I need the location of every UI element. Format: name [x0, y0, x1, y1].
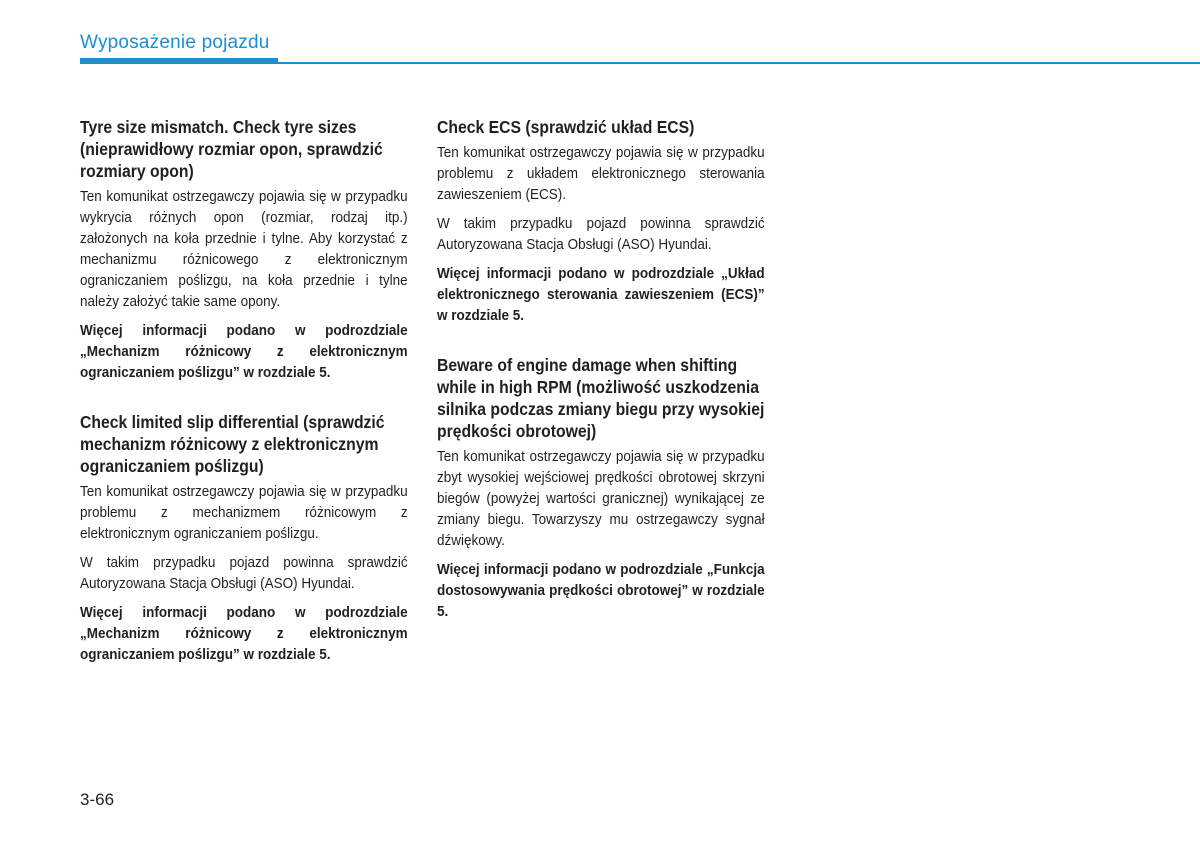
- section-heading: Beware of engine damage when shifting while in high RPM (możliwość uszkodzenia silnika podczas zmiany biegu przy wysokiej prędkości obrotowej): [437, 355, 765, 441]
- body-paragraph: Ten komunikat ostrzegawczy pojawia się w przypadku wykrycia różnych opon (rozmiar, rodzaj itp.) założonych na koła przednie i tylne. Aby korzystać z mechanizmu różnicowego z elektronicznym ograniczaniem poślizgu, na koła przednie i tylne należy założyć takie same opony.: [80, 188, 408, 310]
- section-tyre-size-mismatch: [80, 116, 408, 383]
- body-paragraph: Ten komunikat ostrzegawczy pojawia się w przypadku problemu z układem elektronicznego sterowania zawieszeniem (ECS).: [437, 144, 765, 203]
- section-engine-damage-high-rpm: [437, 354, 765, 622]
- section-heading: Check ECS (sprawdzić układ ECS): [437, 117, 695, 137]
- reference-note: Więcej informacji podano w podrozdziale „Mechanizm różnicowy z elektronicznym ograniczaniem poślizgu” w rozdziale 5.: [80, 604, 408, 663]
- page-number: 3-66: [80, 790, 115, 809]
- section-check-ecs: [437, 116, 765, 326]
- section-header-title: Wyposażenie pojazdu: [80, 32, 270, 53]
- body-paragraph: W takim przypadku pojazd powinna sprawdzić Autoryzowana Stacja Obsługi (ASO) Hyundai.: [80, 554, 408, 592]
- section-check-limited-slip: [80, 411, 408, 665]
- body-paragraph: Ten komunikat ostrzegawczy pojawia się w przypadku zbyt wysokiej wejściowej prędkości obrotowej skrzyni biegów (powyżej wartości granicznej) wynikającej ze zmiany biegu. Towarzyszy mu ostrzegawczy sygnał dźwiękowy.: [437, 448, 765, 549]
- body-paragraph: W takim przypadku pojazd powinna sprawdzić Autoryzowana Stacja Obsługi (ASO) Hyundai.: [437, 215, 765, 253]
- section-heading: Check limited slip differential (sprawdzić mechanizm różnicowy z elektronicznym ograniczaniem poślizgu): [80, 412, 385, 476]
- left-column: [80, 116, 408, 665]
- right-column: [437, 116, 765, 622]
- section-heading: Tyre size mismatch. Check tyre sizes (nieprawidłowy rozmiar opon, sprawdzić rozmiary opon): [80, 117, 383, 181]
- header-rule: [278, 62, 1200, 64]
- reference-note: Więcej informacji podano w podrozdziale „Funkcja dostosowywania prędkości obrotowej” w rozdziale 5.: [437, 561, 765, 620]
- reference-note: Więcej informacji podano w podrozdziale „Układ elektronicznego sterowania zawieszeniem (ECS)” w rozdziale 5.: [437, 265, 765, 324]
- header-accent-bar: [80, 58, 278, 64]
- body-paragraph: Ten komunikat ostrzegawczy pojawia się w przypadku problemu z mechanizmem różnicowym z elektronicznym ograniczaniem poślizgu.: [80, 483, 408, 542]
- reference-note: Więcej informacji podano w podrozdziale „Mechanizm różnicowy z elektronicznym ograniczaniem poślizgu” w rozdziale 5.: [80, 322, 408, 381]
